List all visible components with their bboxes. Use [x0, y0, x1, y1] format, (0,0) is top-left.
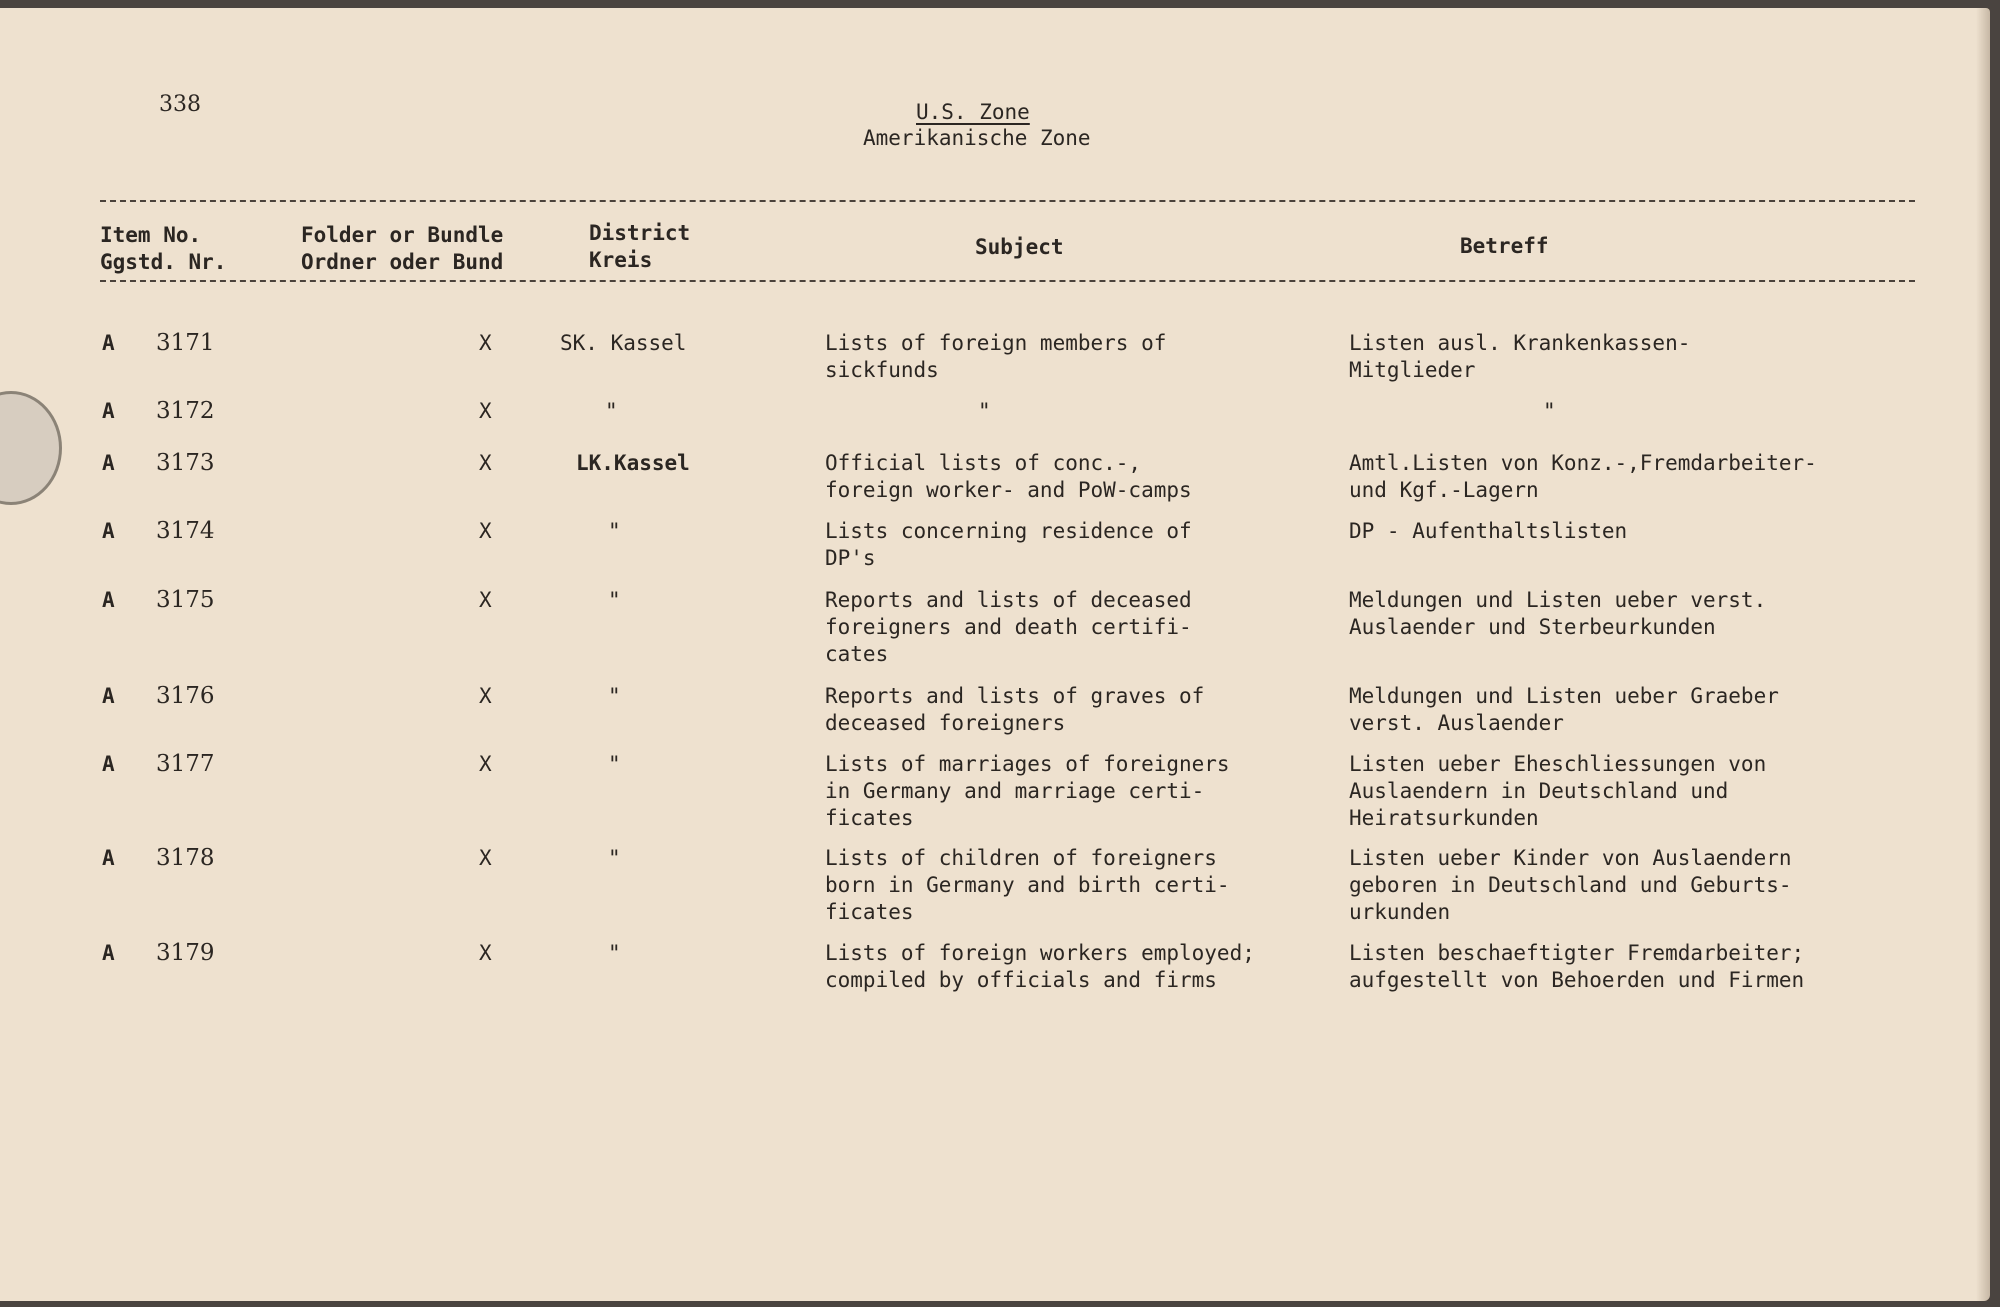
header-betreff: Betreff	[1460, 234, 1549, 258]
page-subtitle: Amerikanische Zone	[863, 126, 1091, 150]
header-district-line1: District	[589, 221, 691, 245]
cell-item-number: 3178	[156, 845, 215, 871]
cell-subject: Lists concerning residence of DP's	[825, 519, 1192, 570]
cell-category: A	[102, 684, 115, 708]
cell-betreff: Listen ausl. Krankenkassen- Mitglieder	[1349, 331, 1691, 382]
header-district-line2: Kreis	[589, 248, 653, 272]
cell-betreff: Listen ueber Eheschliessungen von Auslaendern in Deutschland und Heiratsurkunden	[1349, 752, 1767, 830]
cell-folder: X	[479, 451, 492, 475]
cell-subject: Lists of marriages of foreigners in Germany and marriage certi- ficates	[825, 752, 1230, 830]
cell-betreff: Meldungen und Listen ueber Graeber verst. Auslaender	[1349, 684, 1779, 735]
cell-item-number: 3176	[156, 683, 215, 709]
cell-subject: Official lists of conc.-, foreign worker- and PoW-camps	[825, 451, 1192, 502]
cell-folder: X	[479, 519, 492, 543]
cell-district: "	[608, 846, 621, 870]
cell-betreff: Listen beschaeftigter Fremdarbeiter; aufgestellt von Behoerden und Firmen	[1349, 941, 1805, 992]
cell-category: A	[102, 752, 115, 776]
cell-folder: X	[479, 588, 492, 612]
page-title: U.S. Zone	[916, 100, 1030, 124]
cell-folder: X	[479, 331, 492, 355]
cell-district: "	[608, 588, 621, 612]
cell-item-number: 3179	[156, 940, 215, 966]
cell-district: "	[605, 399, 618, 423]
cell-category: A	[102, 399, 115, 423]
cell-district: "	[608, 684, 621, 708]
cell-folder: X	[479, 399, 492, 423]
cell-district: "	[608, 752, 621, 776]
cell-betreff: Meldungen und Listen ueber verst. Auslaender und Sterbeurkunden	[1349, 588, 1767, 639]
header-item-line1: Item No.	[100, 223, 202, 247]
cell-subject: Lists of foreign members of sickfunds	[825, 331, 1167, 382]
cell-item-number: 3175	[156, 587, 215, 613]
cell-betreff: "	[1543, 399, 1556, 423]
header-item-line2: Ggstd. Nr.	[100, 250, 227, 274]
header-folder-line2: Ordner oder Bund	[301, 250, 504, 274]
cell-subject: Reports and lists of graves of deceased foreigners	[825, 684, 1205, 735]
header-subject: Subject	[975, 235, 1064, 259]
cell-betreff: Listen ueber Kinder von Auslaendern geboren in Deutschland und Geburts- urkunden	[1349, 846, 1792, 924]
cell-district: SK. Kassel	[560, 331, 687, 355]
cell-category: A	[102, 331, 115, 355]
cell-folder: X	[479, 846, 492, 870]
cell-betreff: DP - Aufenthaltslisten	[1349, 519, 1628, 543]
cell-category: A	[102, 941, 115, 965]
cell-subject: Lists of foreign workers employed; compiled by officials and firms	[825, 941, 1255, 992]
cell-district: "	[608, 519, 621, 543]
header-folder-line1: Folder or Bundle	[301, 223, 504, 247]
cell-item-number: 3173	[156, 450, 215, 476]
cell-item-number: 3177	[156, 751, 215, 777]
cell-category: A	[102, 588, 115, 612]
cell-category: A	[102, 519, 115, 543]
cell-subject: Reports and lists of deceased foreigners and death certifi- cates	[825, 588, 1192, 666]
cell-folder: X	[479, 684, 492, 708]
header-top-rule	[100, 200, 1915, 202]
cell-district: LK.Kassel	[576, 451, 690, 475]
cell-category: A	[102, 846, 115, 870]
index-tab	[0, 391, 62, 505]
cell-item-number: 3171	[156, 330, 215, 356]
cell-item-number: 3172	[156, 398, 215, 424]
page-number: 338	[159, 92, 201, 117]
cell-subject: Lists of children of foreigners born in Germany and birth certi- ficates	[825, 846, 1230, 924]
cell-subject: "	[978, 399, 991, 423]
cell-item-number: 3174	[156, 518, 215, 544]
cell-folder: X	[479, 941, 492, 965]
document-page	[0, 8, 1990, 1301]
cell-betreff: Amtl.Listen von Konz.-,Fremdarbeiter- und Kgf.-Lagern	[1349, 451, 1817, 502]
cell-folder: X	[479, 752, 492, 776]
cell-district: "	[608, 941, 621, 965]
cell-category: A	[102, 451, 115, 475]
header-bottom-rule	[100, 280, 1915, 282]
